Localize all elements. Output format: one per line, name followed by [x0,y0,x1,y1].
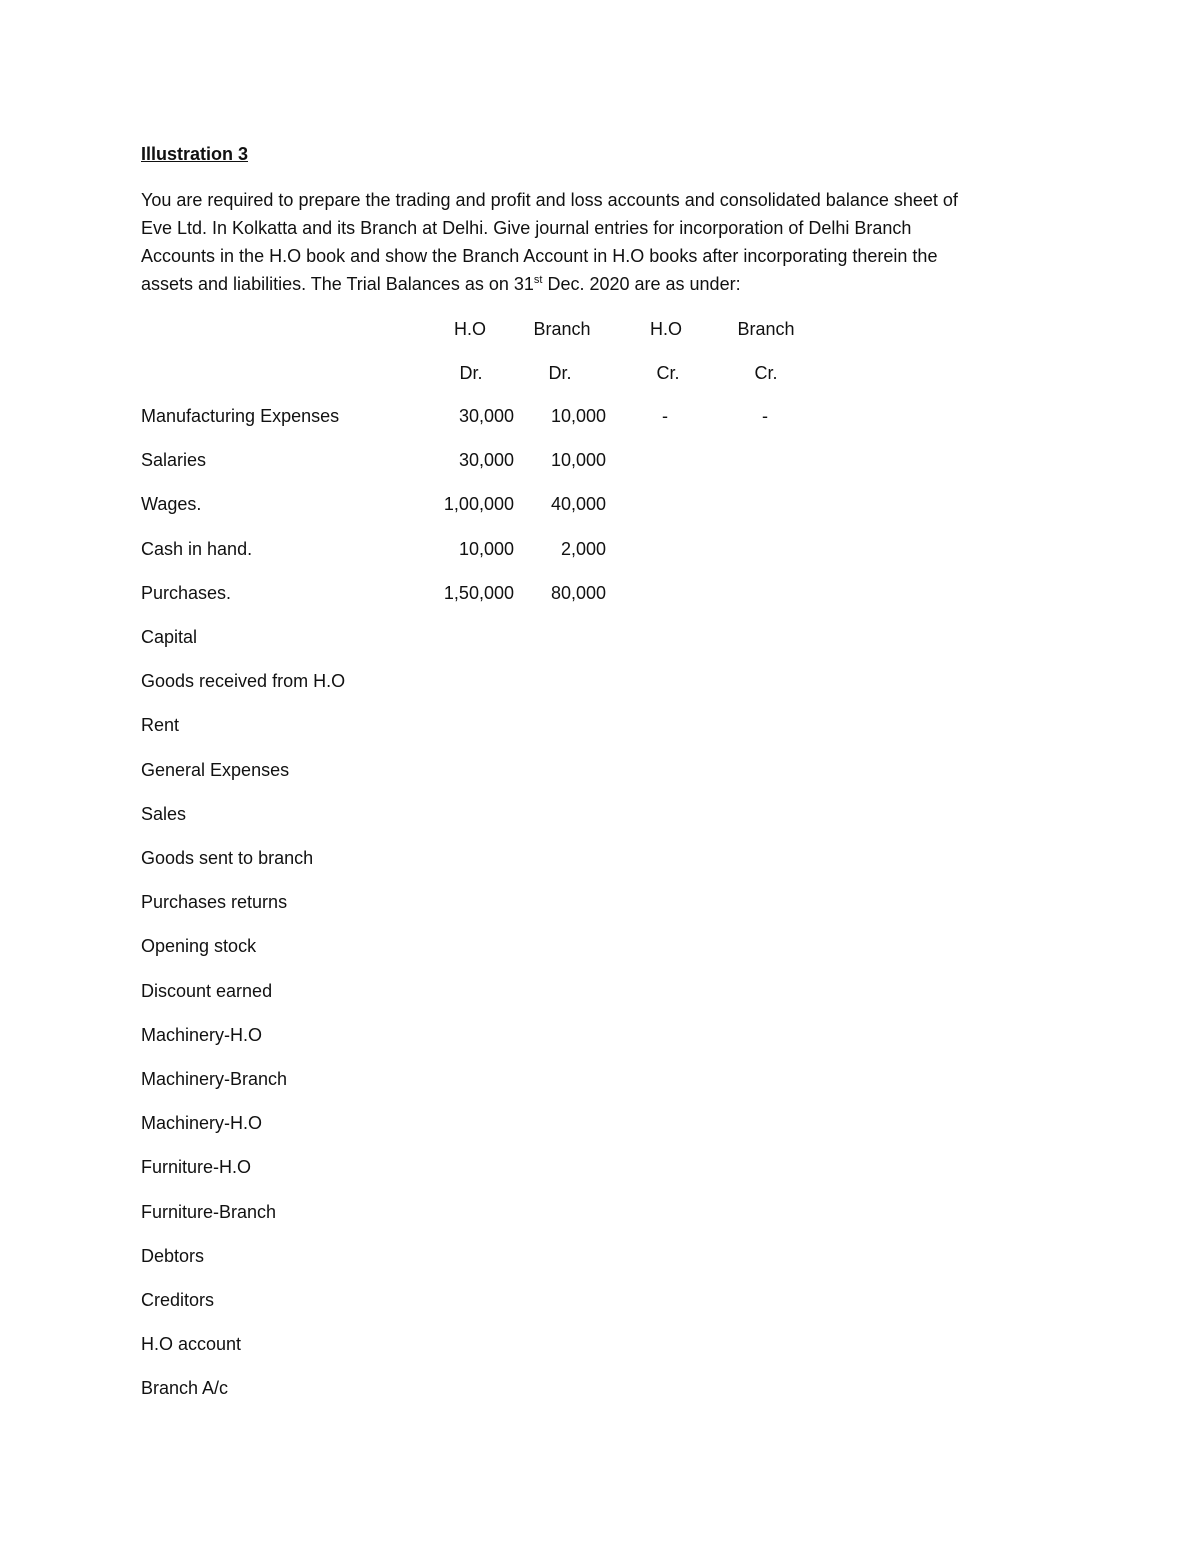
account-label: Manufacturing Expenses [141,406,340,426]
account-label: Machinery-H.O [141,1113,263,1134]
table-row [0,1157,1200,1183]
table-row [0,1290,1200,1316]
table-row [0,1202,1200,1228]
table-row [0,1334,1200,1360]
account-label: Opening stock [141,936,257,957]
table-row [0,981,1200,1007]
account-label: Wages. [141,494,202,515]
ho-dr-amount: 30,000 [458,450,514,471]
ho-dr-amount: 30,000 [458,406,514,426]
table-row [0,583,1200,609]
table-row [0,1246,1200,1272]
intro-line-4-text: assets and liabilities. The Trial Balances as on 31 [141,274,534,294]
header-ho-dr-top: H.O [453,319,487,339]
table-row [0,848,1200,874]
table-row [0,1025,1200,1051]
intro-paragraph [141,186,1061,298]
account-label: H.O account [141,1334,242,1355]
ho-dr-amount: 10,000 [458,538,514,559]
ho-dr-amount: 1,00,000 [443,494,514,515]
branch-dr-amount: 10,000 [550,450,606,471]
table-row [0,494,1200,520]
account-label: Furniture-Branch [141,1201,277,1222]
table-row [0,1113,1200,1139]
ho-dr-amount: 1,50,000 [443,582,514,603]
account-label: Sales [141,803,187,824]
account-label: Goods received from H.O [141,671,346,692]
branch-dr-amount: 10,000 [550,406,606,426]
account-label: Creditors [141,1290,215,1310]
table-row [0,1069,1200,1095]
branch-cr-amount: - [762,406,768,426]
ho-cr-amount: - [662,406,668,426]
account-label: Machinery-Branch [141,1069,288,1089]
header-branch-cr: Cr. [754,363,778,383]
header-branch-dr: Dr. [548,363,572,383]
table-row [0,892,1200,918]
account-label: Rent [141,715,180,736]
account-label: Purchases. [141,582,232,603]
account-label: Goods sent to branch [141,848,314,868]
account-label: General Expenses [141,759,290,780]
account-label: Cash in hand. [141,538,253,559]
account-label: Branch A/c [141,1378,229,1399]
intro-line-2: Eve Ltd. In Kolkatta and its Branch at Delhi. Give journal entries for incorporation of Delhi Branch [141,218,912,238]
intro-line-1: You are required to prepare the trading and profit and loss accounts and consolidated balance sheet of [141,190,958,210]
table-row [0,627,1200,653]
header-ho-cr: Cr. [656,363,680,383]
header-branch-dr-top: Branch [533,319,591,339]
account-label: Salaries [141,450,207,471]
header-ho-dr: Dr. [459,363,483,383]
intro-line-4-rest: Dec. 2020 are as under: [542,274,741,294]
header-ho-cr-top: H.O [649,319,683,339]
table-row [0,539,1200,565]
header-branch-cr-top: Branch [737,319,795,339]
intro-superscript: st [533,274,543,286]
table-row [0,406,1200,432]
branch-dr-amount: 2,000 [560,538,606,559]
table-row [0,715,1200,741]
illustration-title: Illustration 3 [141,144,249,164]
table-row [0,760,1200,786]
table-row [0,1378,1200,1404]
branch-dr-amount: 80,000 [550,582,606,603]
account-label: Machinery-H.O [141,1024,263,1045]
account-label: Debtors [141,1245,205,1266]
branch-dr-amount: 40,000 [550,494,606,515]
account-label: Discount earned [141,980,273,1001]
account-label: Purchases returns [141,892,288,913]
table-row [0,804,1200,830]
intro-line-4 [141,270,1061,298]
table-row [0,450,1200,476]
table-row [0,936,1200,962]
account-label: Capital [141,627,198,647]
table-row [0,671,1200,697]
account-label: Furniture-H.O [141,1157,252,1178]
intro-line-3: Accounts in the H.O book and show the Branch Account in H.O books after incorporating therein the [141,246,938,266]
